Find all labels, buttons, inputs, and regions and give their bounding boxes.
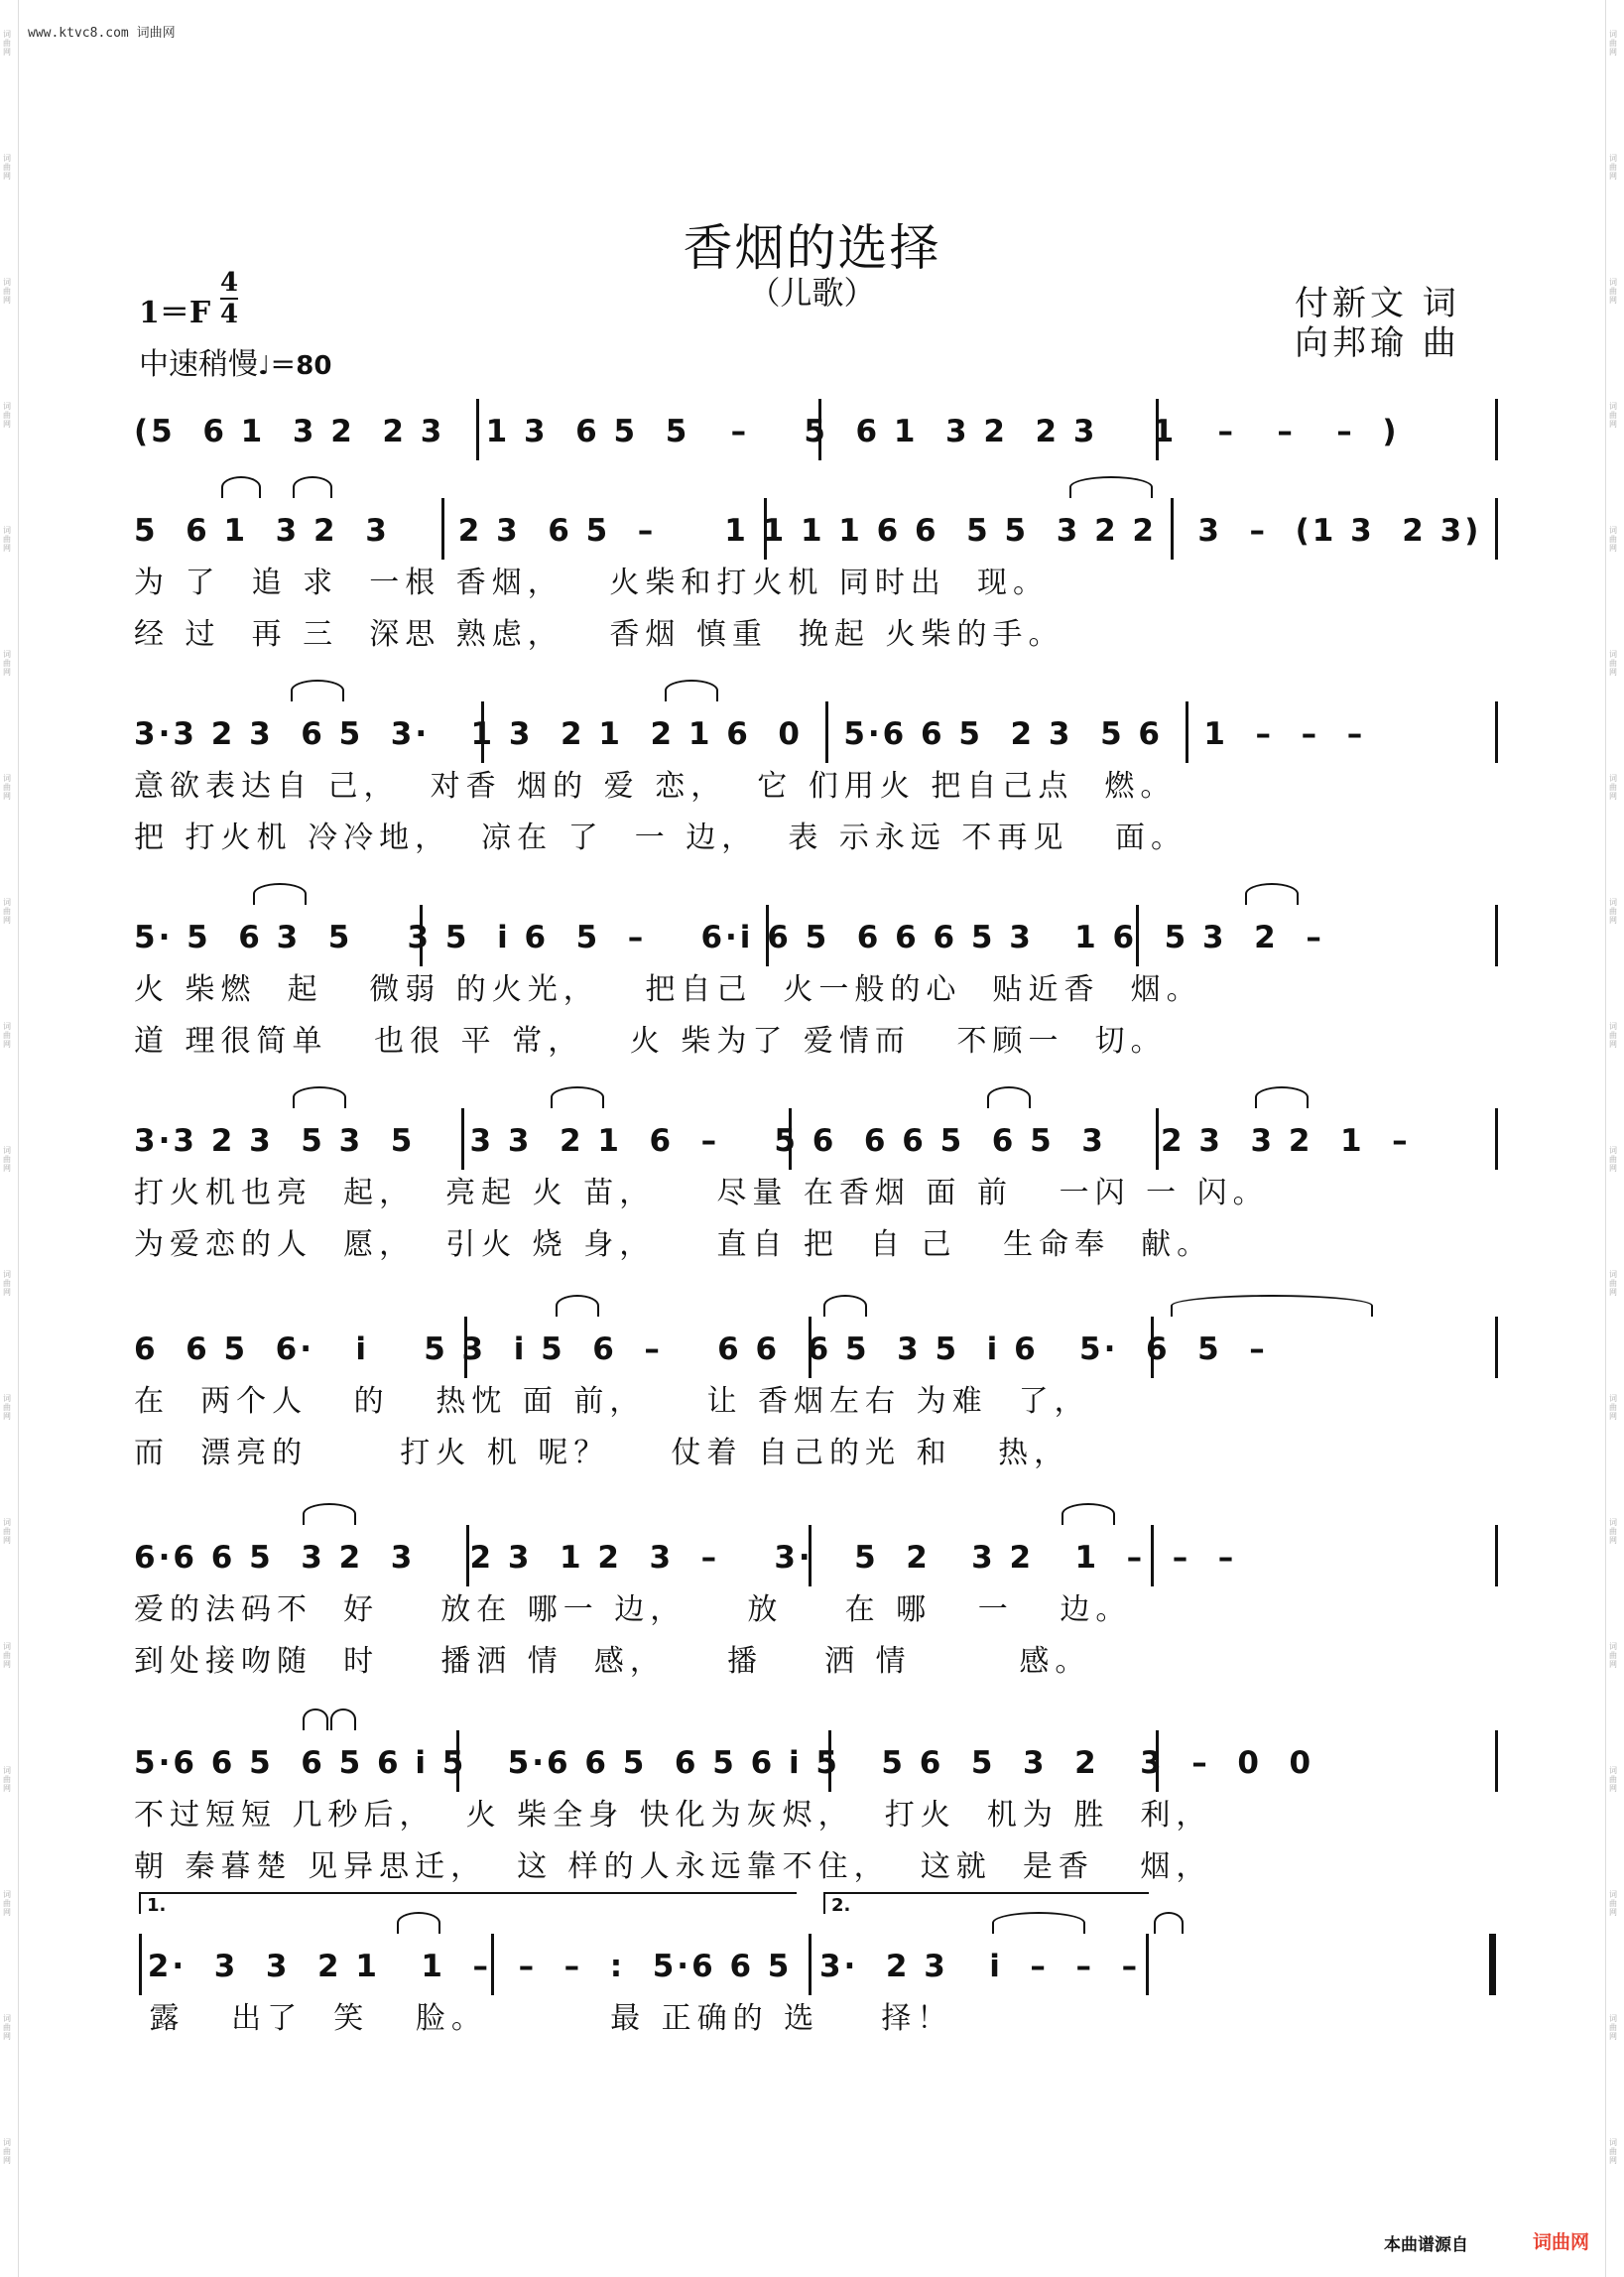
slur: [330, 1708, 356, 1730]
barline: [466, 1525, 469, 1586]
composer-credit: 向邦瑜 曲: [1295, 323, 1460, 363]
notes-row: 5· 5 6 3 5 3 5 i 6 5 – 6·i 6 5 6 6 6 5 3 1 6 5 3 2 –: [134, 920, 1324, 955]
barline: [789, 1108, 792, 1170]
margin-mark: 词曲网: [1609, 278, 1617, 305]
margin-mark: 词曲网: [3, 1890, 11, 1917]
margin-mark: 词曲网: [3, 650, 11, 677]
barline: [1151, 1317, 1154, 1378]
time-signature: [220, 268, 238, 329]
barline: [1495, 399, 1498, 460]
time-bottom: 4: [220, 300, 239, 329]
slur: [253, 883, 307, 905]
lyrics-verse-1: 露 出了 笑 脸。 最 正确的 选 择！: [134, 2001, 953, 2036]
barline: [1495, 1730, 1498, 1792]
slur: [665, 680, 718, 701]
barline: [420, 905, 423, 966]
notes-row: 5 6 1 3 2 3 2 3 6 5 – 1 1 1 1 6 6 5 5 3 2 2 3 – (1 3 2 3): [134, 513, 1482, 549]
margin-mark: 词曲网: [3, 30, 11, 57]
notes-row: 6·6 6 5 3 2 3 2 3 1 2 3 – 3· 5 2 3 2 1 – – –: [134, 1540, 1237, 1576]
barline: [809, 1317, 812, 1378]
fermata: [1154, 1912, 1184, 1934]
margin-mark: 词曲网: [1609, 1270, 1617, 1297]
lyrics-verse-1: 火 柴燃 起 微弱 的火光， 把自己 火一般的心 贴近香 烟。: [134, 972, 1202, 1007]
barline: [828, 1730, 831, 1792]
lyrics-verse-1: 意欲表达自 己， 对香 烟的 爱 恋， 它 们用火 把自己点 燃。: [134, 769, 1177, 804]
slur: [293, 1086, 346, 1108]
margin-mark: 词曲网: [1609, 650, 1617, 677]
slur: [987, 1086, 1031, 1108]
barline: [1151, 1525, 1154, 1586]
brand-logo-text[interactable]: 词曲网: [1533, 2231, 1590, 2253]
margin-mark: 词曲网: [3, 1766, 11, 1793]
slur: [1245, 883, 1299, 905]
slur: [1255, 1086, 1309, 1108]
barline: [491, 1934, 494, 1995]
margin-mark: 词曲网: [3, 1642, 11, 1669]
barline: [456, 1730, 459, 1792]
margin-mark: 词曲网: [3, 1146, 11, 1173]
lyrics-verse-1: 在 两个人 的 热忱 面 前， 让 香烟左右 为难 了，: [134, 1384, 1090, 1419]
barline: [1156, 399, 1159, 460]
notes-row: 3·3 2 3 5 3 5 3 3 2 1 6 – 5 6 6 6 5 6 5 3 2 3 3 2 1 –: [134, 1123, 1411, 1159]
notes-row: 2· 3 3 2 1 1 – – – : 5·6 6 5 3· 2 3 i – – –: [134, 1949, 1141, 1984]
barline: [809, 1525, 812, 1586]
margin-mark: 词曲网: [3, 1022, 11, 1049]
margin-mark: 词曲网: [3, 278, 11, 305]
margin-mark: 词曲网: [3, 154, 11, 181]
repeat-barline: [809, 1934, 812, 1995]
margin-mark: 词曲网: [1609, 1766, 1617, 1793]
barline: [1495, 701, 1498, 763]
slur: [397, 1912, 440, 1934]
lyrics-verse-2: 到处接吻随 时 播洒 情 感， 播 洒 情 感。: [134, 1644, 1091, 1679]
barline: [766, 905, 769, 966]
source-label: 本曲谱源自: [1384, 2235, 1468, 2255]
barline: [1495, 905, 1498, 966]
barline: [1136, 905, 1139, 966]
barline: [476, 399, 479, 460]
tempo-marking: [139, 339, 331, 383]
barline: [1186, 701, 1188, 763]
margin-mark: 词曲网: [1609, 1890, 1617, 1917]
lyrics-verse-2: 把 打火机 冷冷地， 凉在 了 一 边， 表 示永远 不再见 面。: [134, 821, 1187, 855]
lyrics-verse-1: 为 了 追 求 一根 香烟， 火柴和打火机 同时出 现。: [134, 566, 1049, 600]
watermark-text: www.ktvc8.com 词曲网: [28, 26, 176, 41]
lyrics-verse-1: 爱的法码不 好 放在 哪一 边， 放 在 哪 一 边。: [134, 1592, 1132, 1627]
margin-mark: 词曲网: [1609, 898, 1617, 925]
slur: [303, 1503, 356, 1525]
margin-mark: 词曲网: [3, 2014, 11, 2041]
barline: [1171, 498, 1174, 560]
margin-mark: 词曲网: [1609, 774, 1617, 801]
notes-row: 5·6 6 5 6 5 6 i 5 5·6 6 5 6 5 6 i 5 5 6 5 3 2 3 – 0 0: [134, 1745, 1314, 1781]
notes-row: (5 6 1 3 2 2 3 1 3 6 5 5 – 5 6 1 3 2 2 3 1 – – – ): [134, 414, 1400, 449]
barline: [461, 1108, 464, 1170]
lyrics-verse-2: 经 过 再 三 深思 熟虑， 香烟 慎重 挽起 火柴的手。: [134, 617, 1064, 652]
margin-mark: 词曲网: [1609, 1394, 1617, 1421]
lyrics-verse-2: 道 理很简单 也很 平 常， 火 柴为了 爱情而 不顾一 切。: [134, 1024, 1167, 1059]
margin-mark: 词曲网: [3, 1518, 11, 1545]
key-signature: 1＝F: [139, 296, 211, 330]
slur: [291, 680, 344, 701]
lyrics-verse-2: 朝 秦暮楚 见异思迁， 这 样的人永远靠不住， 这就 是香 烟，: [134, 1849, 1212, 1884]
margin-mark: 词曲网: [1609, 154, 1617, 181]
barline: [818, 399, 821, 460]
page-subtitle: （儿歌）: [748, 274, 876, 312]
margin-mark: 词曲网: [3, 1270, 11, 1297]
final-barline: [1489, 1934, 1496, 1995]
margin-mark: 词曲网: [3, 1394, 11, 1421]
lyrics-verse-1: 不过短短 几秒后， 火 柴全身 快化为灰烬， 打火 机为 胜 利，: [134, 1798, 1212, 1833]
margin-mark: 词曲网: [1609, 30, 1617, 57]
margin-mark: 词曲网: [3, 2138, 11, 2165]
barline: [481, 701, 484, 763]
barline: [1156, 1108, 1159, 1170]
margin-mark: 词曲网: [1609, 1022, 1617, 1049]
slur: [823, 1295, 867, 1317]
margin-mark: 词曲网: [1609, 2138, 1617, 2165]
margin-mark: 词曲网: [1609, 1518, 1617, 1545]
barline: [1495, 1108, 1498, 1170]
notes-row: 3·3 2 3 6 5 3· 1 3 2 1 2 1 6 0 5·6 6 5 2 3 5 6 1 – – –: [134, 716, 1366, 752]
margin-mark: 词曲网: [1609, 526, 1617, 553]
notes-row: 6 6 5 6· i 5 3 i 5 6 – 6 6 6 5 3 5 i 6 5· 6 5 –: [134, 1331, 1268, 1367]
margin-mark: 词曲网: [3, 774, 11, 801]
lyrics-verse-2: 而 漂亮的 打火 机 呢？ 仗着 自己的光 和 热，: [134, 1436, 1070, 1470]
left-margin-strip: [0, 0, 19, 2277]
right-margin-strip: [1605, 0, 1624, 2277]
barline: [139, 1934, 142, 1995]
time-top: 4: [220, 268, 239, 298]
barline: [825, 701, 828, 763]
barline: [1146, 1934, 1149, 1995]
margin-mark: 词曲网: [1609, 402, 1617, 429]
page-title: 香烟的选择: [683, 219, 941, 277]
volta-second-ending: 2.: [823, 1892, 1149, 1914]
barline: [1495, 1317, 1498, 1378]
barline: [1156, 1730, 1159, 1792]
slur: [1171, 1295, 1373, 1317]
margin-mark: 词曲网: [1609, 1146, 1617, 1173]
volta-first-ending: 1.: [139, 1892, 797, 1914]
slur: [992, 1912, 1085, 1934]
tempo-text: 中速稍慢: [139, 347, 258, 382]
margin-mark: 词曲网: [3, 402, 11, 429]
slur: [556, 1295, 599, 1317]
slur: [221, 476, 261, 498]
lyrics-verse-2: 为爱恋的人 愿， 引火 烧 身， 直自 把 自 己 生命奉 献。: [134, 1227, 1213, 1262]
barline: [1495, 1525, 1498, 1586]
barline: [464, 1317, 467, 1378]
tempo-bpm: ♩＝80: [258, 351, 332, 381]
slur: [293, 476, 332, 498]
lyricist-credit: 付新文 词: [1295, 284, 1460, 323]
barline: [764, 498, 767, 560]
lyrics-verse-1: 打火机也亮 起， 亮起 火 苗， 尽量 在香烟 面 前 一闪 一 闪。: [134, 1176, 1269, 1210]
barline: [1495, 498, 1498, 560]
margin-mark: 词曲网: [3, 898, 11, 925]
slur: [551, 1086, 604, 1108]
margin-mark: 词曲网: [1609, 2014, 1617, 2041]
slur: [303, 1708, 328, 1730]
barline: [441, 498, 444, 560]
margin-mark: 词曲网: [1609, 1642, 1617, 1669]
slur: [1062, 1503, 1115, 1525]
slur: [1069, 476, 1153, 498]
margin-mark: 词曲网: [3, 526, 11, 553]
